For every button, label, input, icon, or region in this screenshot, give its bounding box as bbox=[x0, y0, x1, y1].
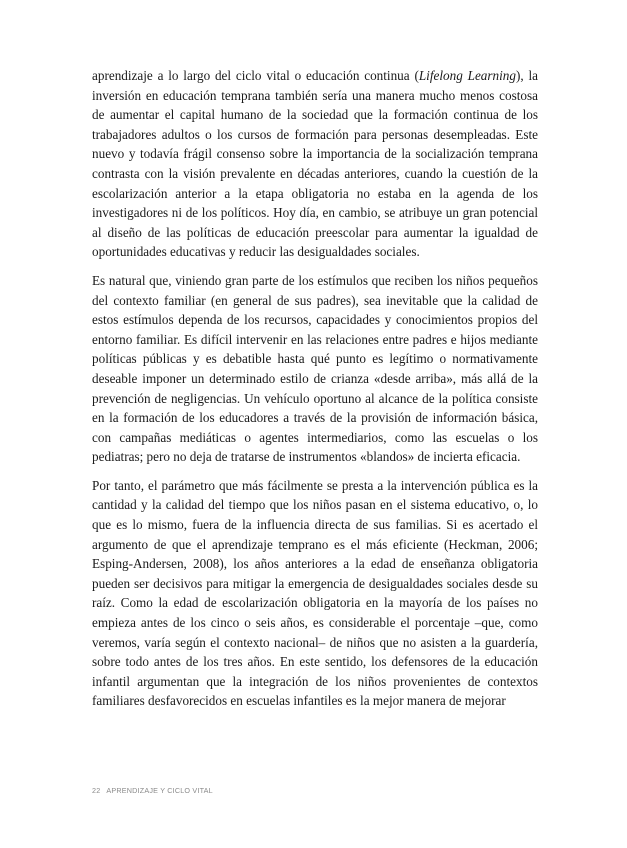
paragraph-1-lead: aprendizaje a lo largo del ciclo vital o educación continua ( bbox=[92, 68, 419, 83]
page-number: 22 bbox=[92, 786, 101, 795]
body-text bbox=[92, 66, 538, 720]
paragraph-1-italic-term: Lifelong Learning bbox=[418, 68, 516, 83]
paragraph-1 bbox=[92, 66, 538, 262]
paragraph-2: Es natural que, viniendo gran parte de los estímulos que reciben los niños pequeños del contexto familiar (en general de sus padres), sea inevitable que la calidad de estos estímulos dependa de los recursos, capacidades y conocimientos propios del entorno familiar. Es difícil intervenir en las relaciones entre padres e hijos mediante políticas públicas y es debatible hasta qué punto es legítimo o normativamente deseable imponer un determinado estilo de crianza «desde arriba», más allá de la prevención de negligencias. Un vehículo oportuno al alcance de la política consiste en la formación de los educadores a través de la provisión de información básica, con campañas mediáticas o agentes intermediarios, como las escuelas o los pediatras; pero no deja de tratarse de instrumentos «blandos» de incierta eficacia. bbox=[92, 272, 538, 465]
paragraph-1-rest: ), la inversión en educación temprana también sería una manera mucho menos costosa de aumentar el capital humano de la sociedad que la formación continua de los trabajadores adultos o los cursos de formación para personas desempleadas. Este nuevo y todavía frágil consenso sobre la importancia de la socialización temprana contrasta con la visión prevalente en décadas anteriores, cuando la cuestión de la escolarización anterior a la etapa obligatoria no estaba en la agenda de los investigadores ni de los políticos. Hoy día, en cambio, se atribuye un gran potencial al diseño de las políticas de educación preescolar para aumentar la igualdad de oportunidades educativas y reducir las desigualdades sociales. bbox=[92, 68, 538, 260]
running-title: APRENDIZAJE Y CICLO VITAL bbox=[106, 786, 213, 795]
page-footer bbox=[92, 786, 213, 795]
paragraph-3: Por tanto, el parámetro que más fácilmente se presta a la intervención pública es la cantidad y la calidad del tiempo que los niños pasan en el sistema educativo, o, lo que es lo mismo, fuera de la influencia directa de sus familias. Si es acertado el argumento de que el aprendizaje temprano es el más eficiente (Heckman, 2006; Esping-Andersen, 2008), los años anteriores a la edad de enseñanza obligatoria pueden ser decisivos para mitigar la emergencia de desigualdades sociales desde su raíz. Como la edad de escolarización obligatoria en la mayoría de los países no empieza antes de los cinco o seis años, es considerable el porcentaje –que, como veremos, varía según el contexto nacional– de niños que no asisten a la guardería, sobre todo antes de los tres años. En este sentido, los defensores de la educación infantil argumentan que la integración de los niños provenientes de contextos familiares desfavorecidos en escuelas infantiles es la mejor manera de mejorar bbox=[92, 477, 538, 709]
